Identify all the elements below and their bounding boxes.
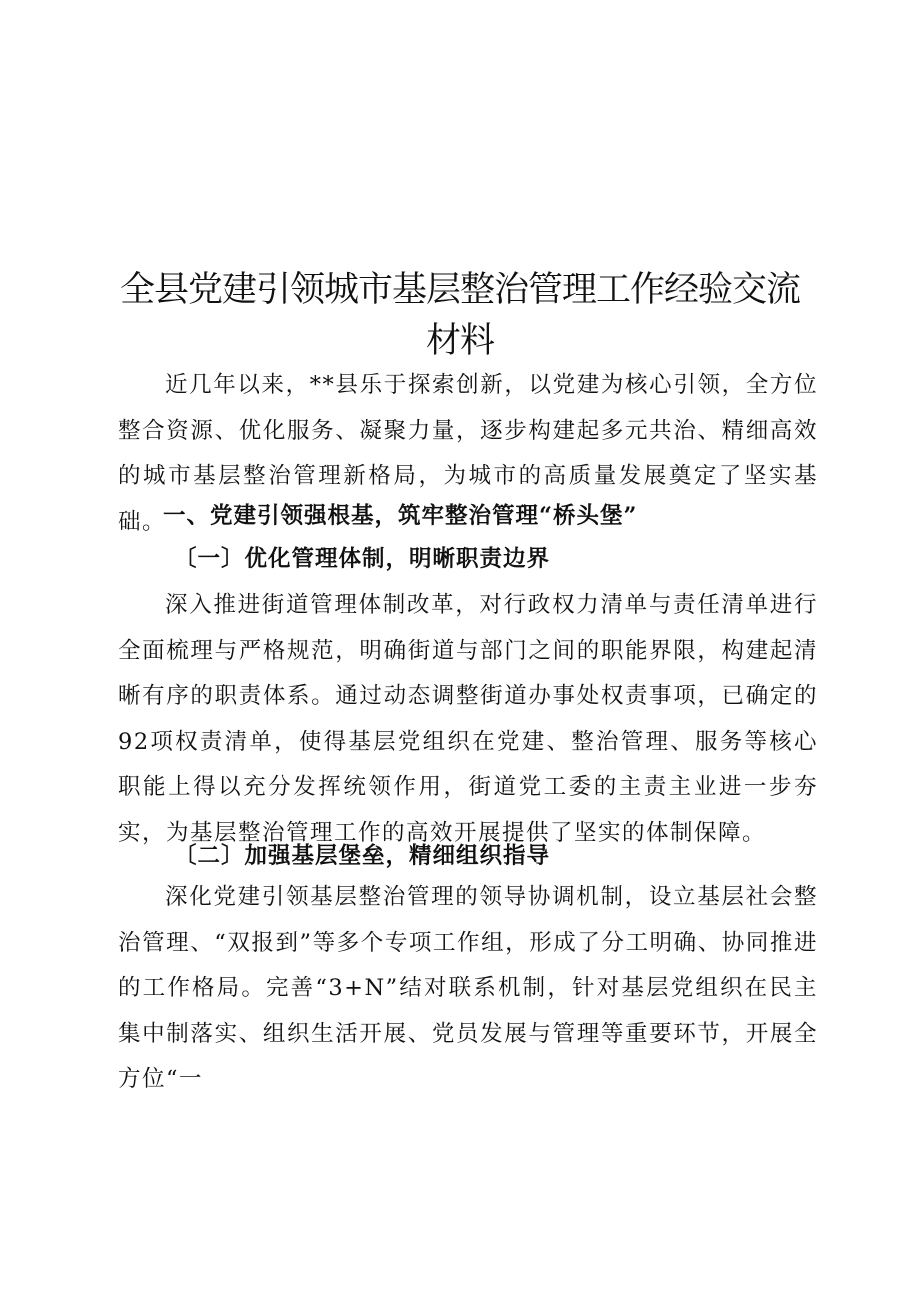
intro-paragraph: 近几年以来，**县乐于探索创新，以党建为核心引领，全方位整合资源、优化服务、凝聚力量，逐步构建起多元共治、精细高效的城市基层整治管理新格局，为城市的高质量发展奠定了坚实基础。	[118, 372, 818, 535]
subsection2-paragraph: 深化党建引领基层整治管理的领导协调机制，设立基层社会整治管理、“双报到”等多个专项工作组，形成了分工明确、协同推进的工作格局。完善“3+N”结对联系机制，针对基层党组织在民主集中制落实、组织生活开展、党员发展与管理等重要环节，开展全方位“一	[118, 884, 818, 1092]
section1-heading: 一、党建引领强根基，筑牢整治管理“桥头堡”	[163, 503, 638, 529]
document-title-line1: 全县党建引领城市基层整治管理工作经验交流	[119, 270, 800, 310]
subsection1-heading: 〔一〕优化管理体制，明晰职责边界	[174, 546, 551, 572]
document-title-line2: 材料	[425, 321, 494, 361]
subsection2-heading: 〔二〕加强基层堡垒，精细组织指导	[174, 843, 551, 869]
subsection1-paragraph: 深入推进街道管理体制改革，对行政权力清单与责任清单进行全面梳理与严格规范，明确街道与部门之间的职能界限，构建起清晰有序的职责体系。通过动态调整街道办事处权责事项，已确定的92项权责清单，使得基层党组织在党建、整治管理、服务等核心职能上得以充分发挥统领作用，街道党工委的主责主业进一步夯实，为基层整治管理工作的高效开展提供了坚实的体制保障。	[118, 592, 818, 846]
